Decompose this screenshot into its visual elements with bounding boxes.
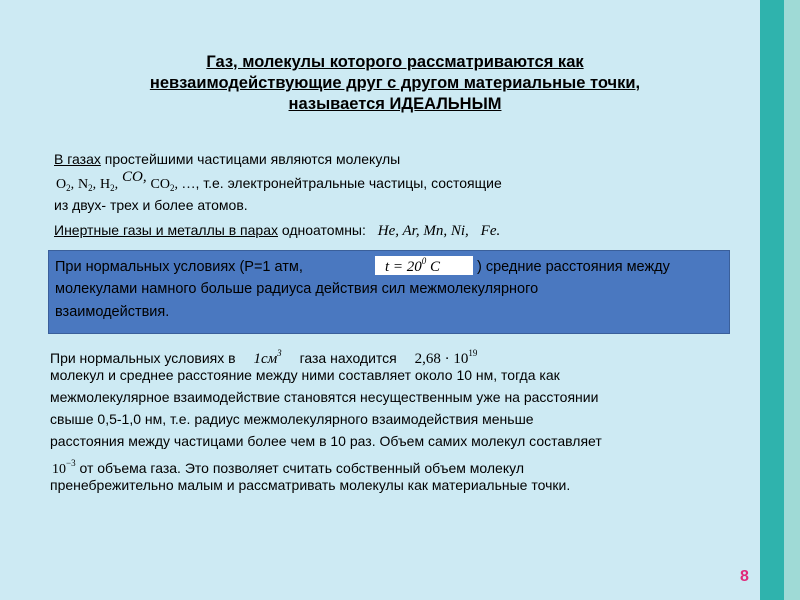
paragraph-line-3: межмолекулярное взаимодействие становятся несущественным уже на расстоянии: [50, 389, 599, 405]
box-line-2: молекулами намного больше радиуса действия сил межмолекулярного: [55, 281, 539, 297]
page-number: 8: [740, 568, 749, 585]
formula-co2: $CO_2$, …: [150, 177, 196, 193]
paragraph-line-5: расстояния между частицами более чем в 10 раз. Объем самих молекул составляет: [50, 433, 602, 449]
inert-elements: He, Ar, Mn, Ni,: [377, 223, 469, 239]
formula-co: CO,: [122, 169, 147, 185]
molecule-count-formula: $2,68 \cdot 10^{19}$: [414, 348, 478, 367]
box-line-1-end: ) средние расстояния между: [477, 259, 670, 275]
box-line-3: взаимодействия.: [55, 304, 170, 320]
gases-line-3: из двух- трех и более атомов.: [54, 197, 248, 213]
gases-rest: простейшими частицами являются молекулы: [104, 151, 401, 167]
title-line-2: невзаимодействующие друг с другом материальные точки,: [149, 74, 641, 92]
formula-h2: $H_2$,: [100, 177, 119, 193]
title-line-1: Газ, молекулы которого рассматриваются как: [206, 53, 584, 71]
main-paragraph: [50, 342, 760, 496]
paragraph-line-6: $10^{-3}$ от объема газа. Это позволяет считать собственный объем молекул: [52, 458, 524, 477]
paragraph-line-2: молекул и среднее расстояние между ними составляет около 10 нм, тогда как: [50, 367, 560, 383]
box-line-1: [55, 258, 303, 276]
formula-o2: $O_2$,: [56, 177, 75, 193]
box-line-1-start: При нормальных условиях (Р=1 атм,: [55, 259, 303, 275]
gases-line-1: [54, 150, 400, 168]
inert-fe: Fe.: [480, 223, 501, 239]
gases-lead: В газах: [54, 151, 101, 167]
sidebar-stripe-dark: [760, 0, 784, 600]
sidebar-stripe-light: [784, 0, 800, 600]
inert-rest: одноатомны:: [281, 222, 366, 238]
gases-line-2: [56, 169, 502, 197]
inert-lead: Инертные газы и металлы в парах: [54, 222, 278, 238]
title-line-3: называется ИДЕАЛЬНЫМ: [288, 95, 502, 113]
temperature-formula: $t = 20^0$ C: [375, 256, 473, 275]
formula-n2: $N_2$,: [78, 177, 97, 193]
volume-formula: $1см^3$: [253, 348, 282, 367]
paragraph-line-7: пренебрежительно малым и рассматривать молекулы как материальные точки.: [50, 477, 571, 493]
slide-title: [60, 52, 730, 115]
inert-line: [54, 221, 500, 240]
gases-line-2-rest: , т.е. электронейтральные частицы, состоящие: [195, 175, 502, 191]
highlight-box: [48, 250, 730, 334]
ten-power-formula: $10^{-3}$: [52, 458, 76, 477]
paragraph-line-1: При нормальных условиях в $1см^3$ газа находится $2,68 \cdot 10^{19}$: [50, 348, 478, 367]
paragraph-line-4: свыше 0,5-1,0 нм, т.е. радиус межмолекулярного взаимодействия меньше: [50, 411, 534, 427]
